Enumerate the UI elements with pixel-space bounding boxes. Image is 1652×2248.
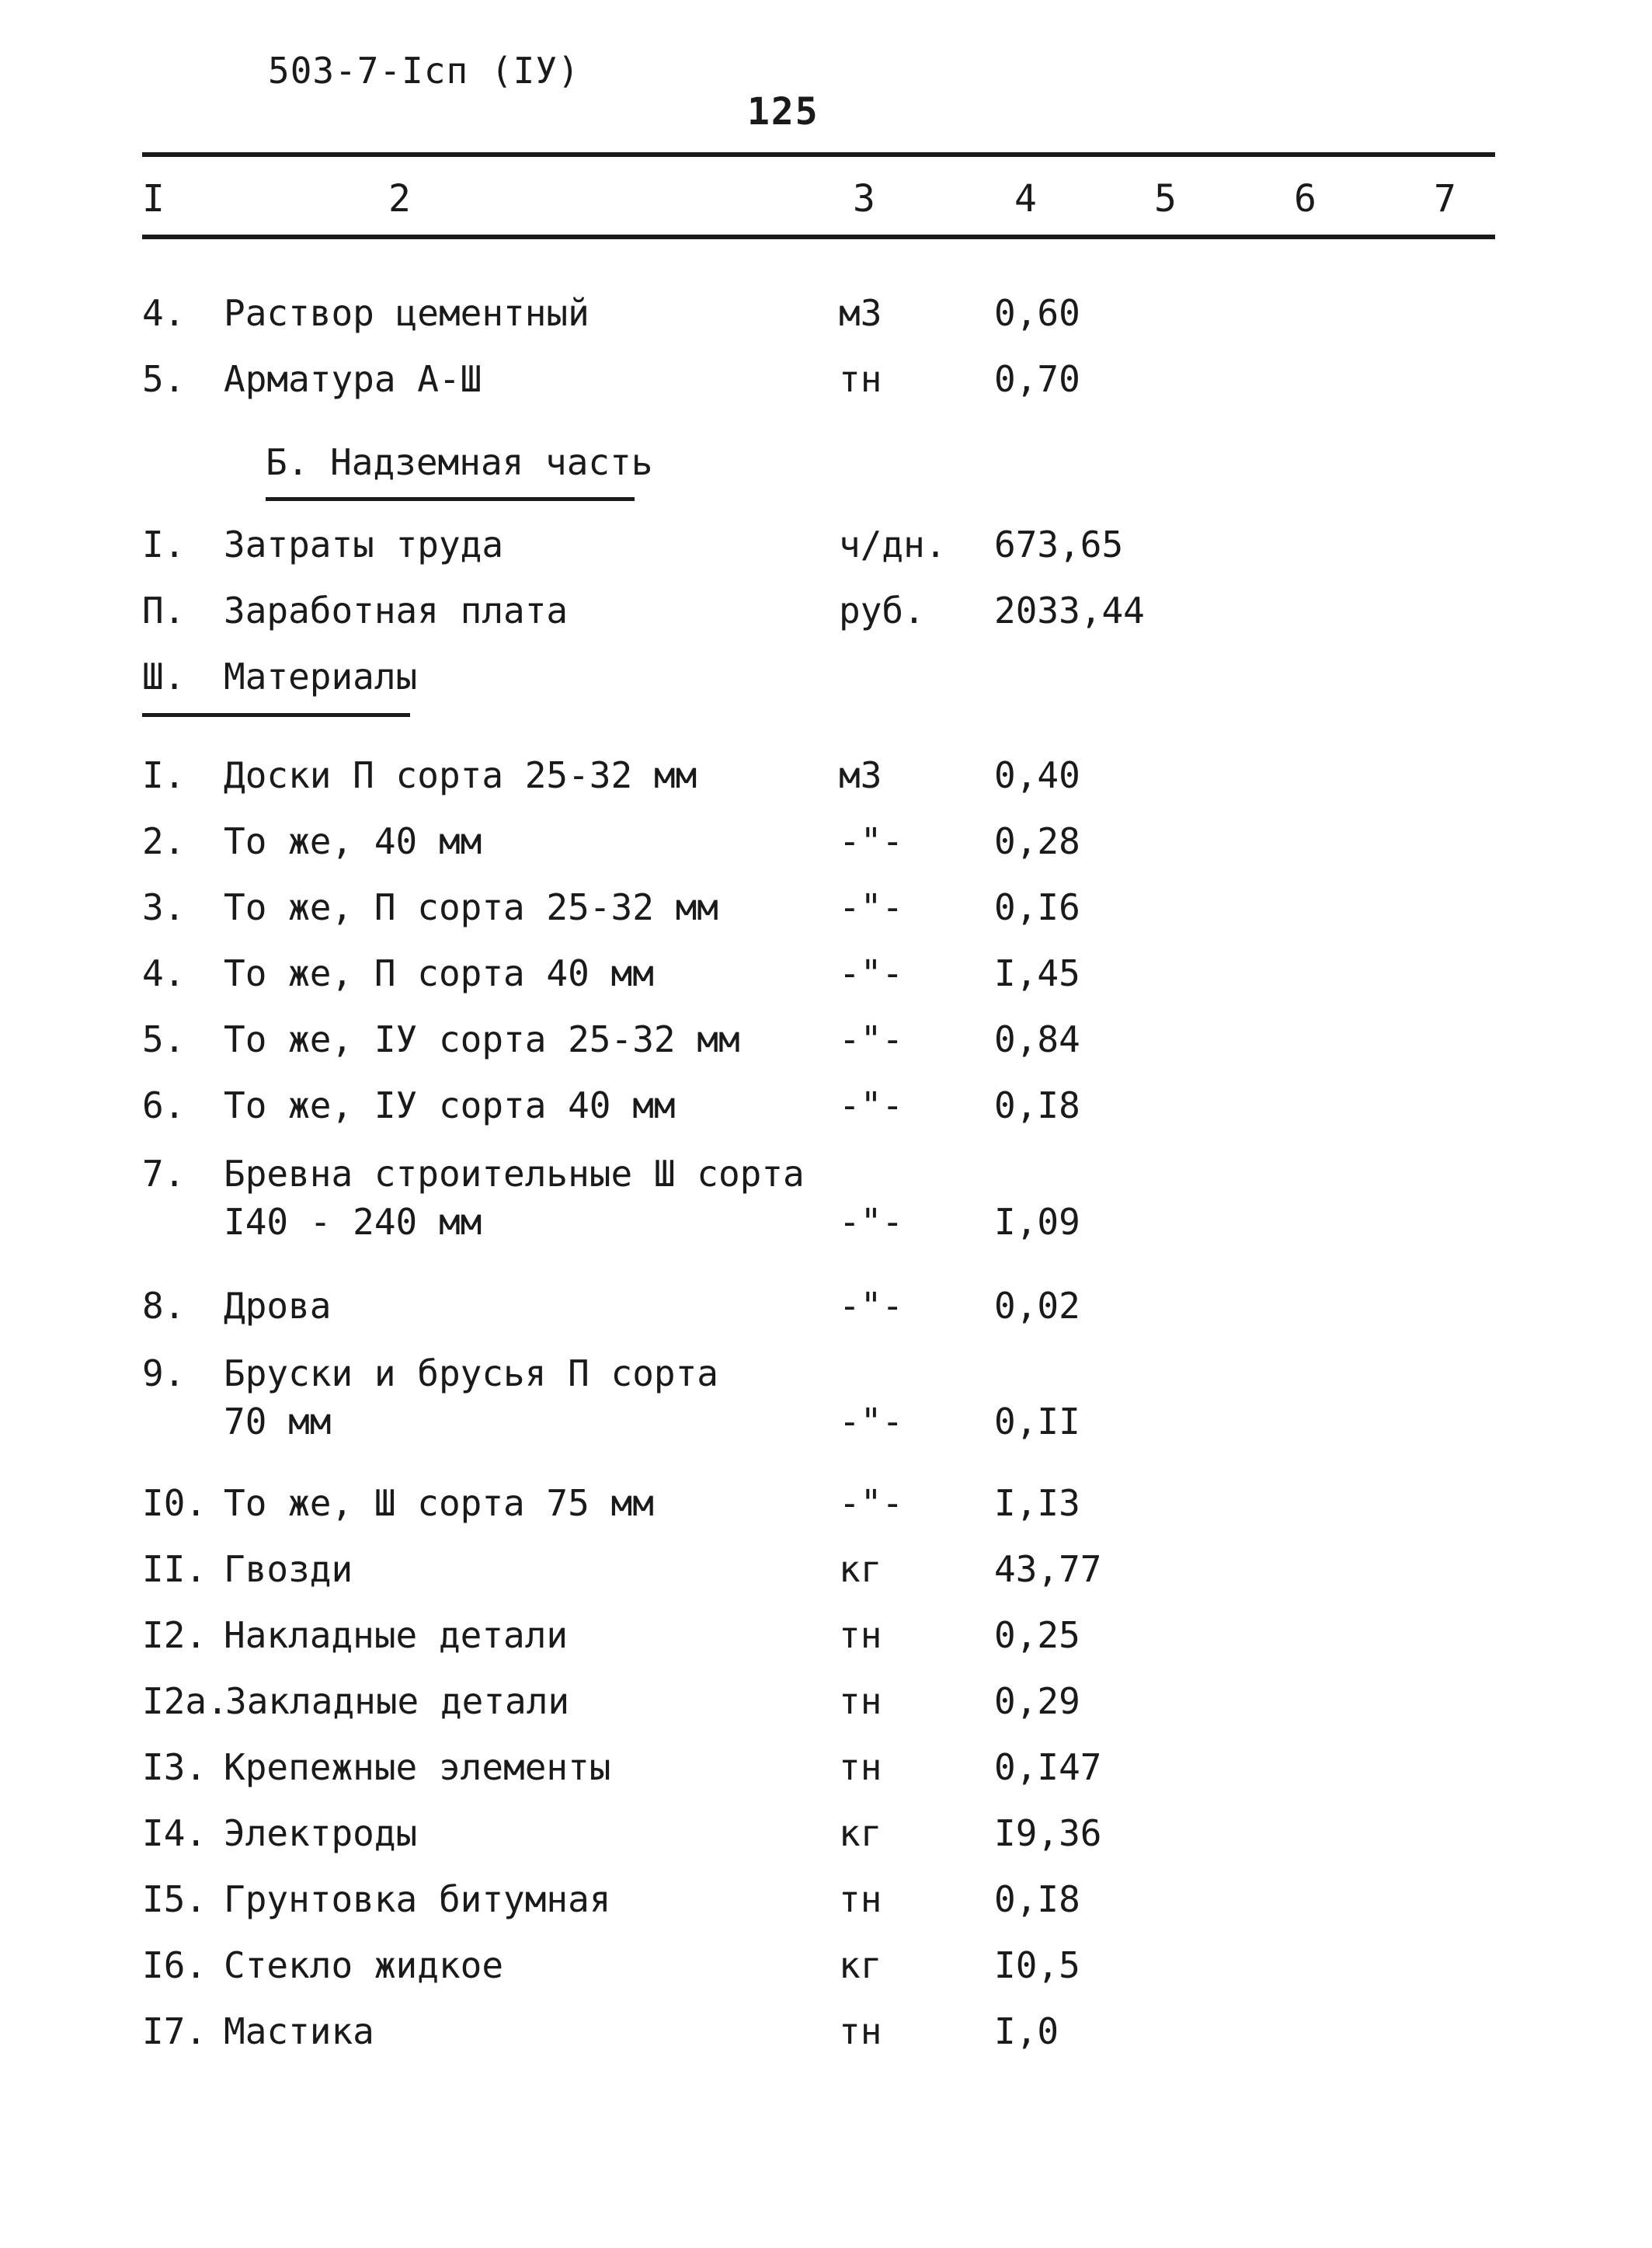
- row-number: I3.: [142, 1746, 207, 1788]
- row-name: То же, П сорта 40 мм: [224, 952, 654, 994]
- row-unit: тн: [839, 2010, 882, 2052]
- row-unit: -"-: [839, 1201, 904, 1243]
- row-value: I0,5: [994, 1944, 1080, 1986]
- page-number: 125: [747, 90, 819, 134]
- row-number: 4.: [142, 292, 186, 334]
- row-value: 0,I6: [994, 886, 1080, 928]
- row-number: I.: [142, 524, 186, 565]
- row-number: I7.: [142, 2010, 207, 2052]
- column-number-5: 5: [1154, 177, 1177, 221]
- row-name: Гвозди: [224, 1548, 353, 1590]
- row-value: 0,II: [994, 1401, 1080, 1442]
- row-number: I.: [142, 754, 186, 796]
- row-value: 0,60: [994, 292, 1080, 334]
- row-unit: -"-: [839, 886, 904, 928]
- row-unit: -"-: [839, 1401, 904, 1442]
- row-unit: -"-: [839, 1018, 904, 1060]
- row-number: 2.: [142, 820, 186, 862]
- materials-heading-title: Материалы: [224, 656, 418, 698]
- row-value: 0,02: [994, 1285, 1080, 1327]
- table-row: [0, 1614, 1652, 1664]
- row-number: 8.: [142, 1285, 186, 1327]
- row-unit: -"-: [839, 1482, 904, 1524]
- row-name-continuation: I40 - 240 мм: [224, 1201, 482, 1243]
- row-number: I4.: [142, 1812, 207, 1854]
- column-number-2: 2: [388, 177, 411, 221]
- row-name: Дрова: [224, 1285, 332, 1327]
- table-row: [0, 1746, 1652, 1796]
- row-value: I,09: [994, 1201, 1080, 1243]
- row-name: Стекло жидкое: [224, 1944, 504, 1986]
- row-unit: руб.: [839, 590, 925, 632]
- table-row: [0, 1680, 1652, 1730]
- table-row: [0, 292, 1652, 342]
- table-row: [0, 1352, 1652, 1453]
- row-value: 2033,44: [994, 590, 1145, 632]
- row-value: 43,77: [994, 1548, 1102, 1590]
- table-row: [0, 754, 1652, 804]
- row-number: 3.: [142, 886, 186, 928]
- row-name: Затраты труда: [224, 524, 504, 565]
- row-name: Электроды: [224, 1812, 418, 1854]
- row-unit: тн: [839, 1680, 882, 1722]
- row-value: 0,40: [994, 754, 1080, 796]
- table-row: [0, 1084, 1652, 1134]
- row-value: 0,25: [994, 1614, 1080, 1656]
- row-number: 4.: [142, 952, 186, 994]
- row-unit: тн: [839, 1878, 882, 1920]
- row-unit: ч/дн.: [839, 524, 947, 565]
- table-row: [0, 1482, 1652, 1532]
- row-unit: -"-: [839, 1084, 904, 1126]
- column-number-7: 7: [1434, 177, 1456, 221]
- table-row: [0, 2010, 1652, 2060]
- row-unit: кг: [839, 1812, 882, 1854]
- row-value: I,I3: [994, 1482, 1080, 1524]
- table-row: [0, 952, 1652, 1002]
- table-row: [0, 590, 1652, 639]
- row-name: Доски П сорта 25-32 мм: [224, 754, 697, 796]
- table-row: [0, 1878, 1652, 1928]
- row-number: 7.: [142, 1153, 186, 1195]
- table-header-rule: [142, 235, 1495, 239]
- row-name: Раствор цементный: [224, 292, 590, 334]
- materials-heading: [0, 656, 1652, 705]
- row-name: То же, IУ сорта 25-32 мм: [224, 1018, 740, 1060]
- row-name: Заработная плата: [224, 590, 569, 632]
- table-row: [0, 886, 1652, 936]
- row-unit: м3: [839, 292, 882, 334]
- row-value: 0,70: [994, 358, 1080, 400]
- row-unit: м3: [839, 754, 882, 796]
- table-row: [0, 1944, 1652, 1994]
- row-name: Закладные детали: [225, 1680, 570, 1722]
- row-number: I6.: [142, 1944, 207, 1986]
- column-number-6: 6: [1294, 177, 1316, 221]
- row-value: 0,I8: [994, 1084, 1080, 1126]
- row-number: I5.: [142, 1878, 207, 1920]
- row-value: 0,I8: [994, 1878, 1080, 1920]
- row-name: То же, Ш сорта 75 мм: [224, 1482, 654, 1524]
- row-unit: тн: [839, 1746, 882, 1788]
- table-top-rule: [142, 152, 1495, 157]
- table-row: [0, 358, 1652, 408]
- row-unit: тн: [839, 358, 882, 400]
- row-name-continuation: 70 мм: [224, 1401, 332, 1442]
- row-number: П.: [142, 590, 186, 632]
- row-name: Мастика: [224, 2010, 374, 2052]
- row-unit: кг: [839, 1944, 882, 1986]
- column-number-4: 4: [1014, 177, 1037, 221]
- row-number: 6.: [142, 1084, 186, 1126]
- section-heading-underline: [266, 497, 635, 501]
- row-unit: -"-: [839, 952, 904, 994]
- row-number: I2.: [142, 1614, 207, 1656]
- materials-heading-number: Ш.: [142, 656, 186, 698]
- row-value: 0,84: [994, 1018, 1080, 1060]
- row-name: Крепежные элементы: [224, 1746, 611, 1788]
- row-name: Арматура А-Ш: [224, 358, 482, 400]
- row-name: То же, IУ сорта 40 мм: [224, 1084, 676, 1126]
- row-number: II.: [142, 1548, 207, 1590]
- row-unit: -"-: [839, 1285, 904, 1327]
- section-heading: Б. Надземная часть: [266, 441, 653, 483]
- row-number: 5.: [142, 1018, 186, 1060]
- row-name: Накладные детали: [224, 1614, 569, 1656]
- row-name: Грунтовка битумная: [224, 1878, 611, 1920]
- table-row: [0, 1812, 1652, 1862]
- table-row: [0, 820, 1652, 870]
- column-number-1: I: [142, 177, 165, 221]
- document-code: 503-7-Iсп (IУ): [268, 50, 580, 92]
- table-row: [0, 1285, 1652, 1335]
- row-value: 0,28: [994, 820, 1080, 862]
- row-name: То же, П сорта 25-32 мм: [224, 886, 718, 928]
- row-name: Бревна строительные Ш сорта: [224, 1153, 805, 1195]
- table-row: [0, 1548, 1652, 1598]
- row-value: 0,I47: [994, 1746, 1102, 1788]
- row-name: То же, 40 мм: [224, 820, 482, 862]
- table-row: [0, 1153, 1652, 1253]
- row-value: I,45: [994, 952, 1080, 994]
- table-row: [0, 524, 1652, 573]
- row-number: 9.: [142, 1352, 186, 1394]
- row-value: I9,36: [994, 1812, 1102, 1854]
- row-unit: -"-: [839, 820, 904, 862]
- row-number: 5.: [142, 358, 186, 400]
- row-value: 673,65: [994, 524, 1124, 565]
- row-number: I2а.: [142, 1680, 228, 1722]
- materials-heading-underline: [142, 713, 410, 717]
- table-row: [0, 1018, 1652, 1068]
- column-number-3: 3: [853, 177, 875, 221]
- row-unit: тн: [839, 1614, 882, 1656]
- row-value: I,0: [994, 2010, 1059, 2052]
- row-unit: кг: [839, 1548, 882, 1590]
- row-value: 0,29: [994, 1680, 1080, 1722]
- row-name: Бруски и брусья П сорта: [224, 1352, 718, 1394]
- row-number: I0.: [142, 1482, 207, 1524]
